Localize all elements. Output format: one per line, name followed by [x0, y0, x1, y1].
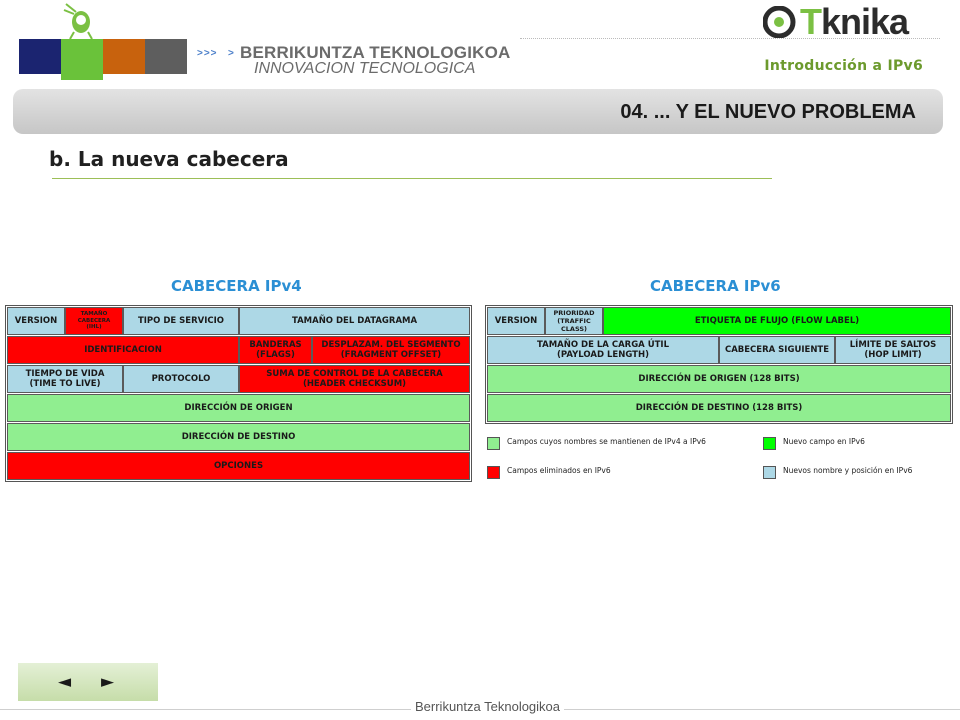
logo-accent-letter: T: [800, 1, 821, 42]
ipv6-title: CABECERA IPv6: [650, 277, 781, 295]
ipv4-checksum: SUMA DE CONTROL DE LA CABECERA (HEADER CHECKSUM): [239, 365, 470, 393]
ipv4-type-of-service: TIPO DE SERVICIO: [123, 307, 239, 335]
logo-rest: knika: [821, 1, 909, 42]
legend-new-label: Nuevo campo en IPv6: [783, 437, 865, 446]
ipv6-next-header: CABECERA SIGUIENTE: [719, 336, 835, 364]
ipv6-payload-length: TAMAÑO DE LA CARGA ÚTIL (PAYLOAD LENGTH): [487, 336, 719, 364]
prev-slide-icon[interactable]: ◄: [58, 672, 72, 692]
legend-moved-swatch: [763, 466, 776, 479]
ipv4-total-length: TAMAÑO DEL DATAGRAMA: [239, 307, 470, 335]
legend-new-swatch: [763, 437, 776, 450]
legend-kept-swatch: [487, 437, 500, 450]
brand-square-green: [61, 39, 103, 80]
legend-kept-label: Campos cuyos nombres se mantienen de IPv4 a IPv6: [507, 437, 706, 446]
section-title: 04. ... Y EL NUEVO PROBLEMA: [620, 101, 916, 123]
slide-subtitle: b. La nueva cabecera: [49, 147, 289, 171]
legend-removed-label: Campos eliminados en IPv6: [507, 466, 611, 475]
ipv6-source-address: DIRECCIÓN DE ORIGEN (128 BITS): [487, 365, 951, 393]
ipv4-destination-address: DIRECCIÓN DE DESTINO: [7, 423, 470, 451]
tknika-logo: [800, 1, 908, 43]
ipv4-header-length: TAMAÑO CABECERA (IHL): [65, 307, 123, 335]
ipv6-hop-limit: LÍMITE DE SALTOS (HOP LIMIT): [835, 336, 951, 364]
tknika-logo-icon: [763, 6, 797, 38]
ipv4-version: VERSION: [7, 307, 65, 335]
legend-removed-swatch: [487, 466, 500, 479]
brand-square-orange: [103, 39, 145, 74]
brand-mascot-icon: [60, 2, 100, 40]
ipv6-version: VERSION: [487, 307, 545, 335]
ipv4-options: OPCIONES: [7, 452, 470, 480]
footer-text: Berrikuntza Teknologikoa: [411, 699, 564, 714]
brand-arrows: >>>: [197, 48, 218, 59]
ipv4-identification: IDENTIFICACION: [7, 336, 239, 364]
brand-line-2: INNOVACION TECNOLOGICA: [254, 60, 476, 77]
ipv4-source-address: DIRECCIÓN DE ORIGEN: [7, 394, 470, 422]
brand-arrow: >: [228, 48, 234, 59]
subtitle-underline: [52, 178, 772, 179]
ipv4-fragment-offset: DESPLAZAM. DEL SEGMENTO (FRAGMENT OFFSET): [312, 336, 470, 364]
ipv4-protocol: PROTOCOLO: [123, 365, 239, 393]
topic-label: Introducción a IPv6: [764, 58, 923, 74]
ipv6-traffic-class: PRIORIDAD (TRAFFIC CLASS): [545, 307, 603, 335]
nav-panel: [18, 663, 158, 701]
ipv4-flags: BANDERAS (FLAGS): [239, 336, 312, 364]
next-slide-icon[interactable]: ►: [101, 672, 115, 692]
ipv6-destination-address: DIRECCIÓN DE DESTINO (128 BITS): [487, 394, 951, 422]
brand-square-blue: [19, 39, 61, 74]
ipv4-ttl: TIEMPO DE VIDA (TIME TO LIVE): [7, 365, 123, 393]
brand-square-grey: [145, 39, 187, 74]
ipv4-title: CABECERA IPv4: [171, 277, 302, 295]
ipv6-flow-label: ETIQUETA DE FLUJO (FLOW LABEL): [603, 307, 951, 335]
brand-line-1: BERRIKUNTZA TEKNOLOGIKOA: [240, 43, 511, 62]
legend-moved-label: Nuevos nombre y posición en IPv6: [783, 466, 913, 475]
